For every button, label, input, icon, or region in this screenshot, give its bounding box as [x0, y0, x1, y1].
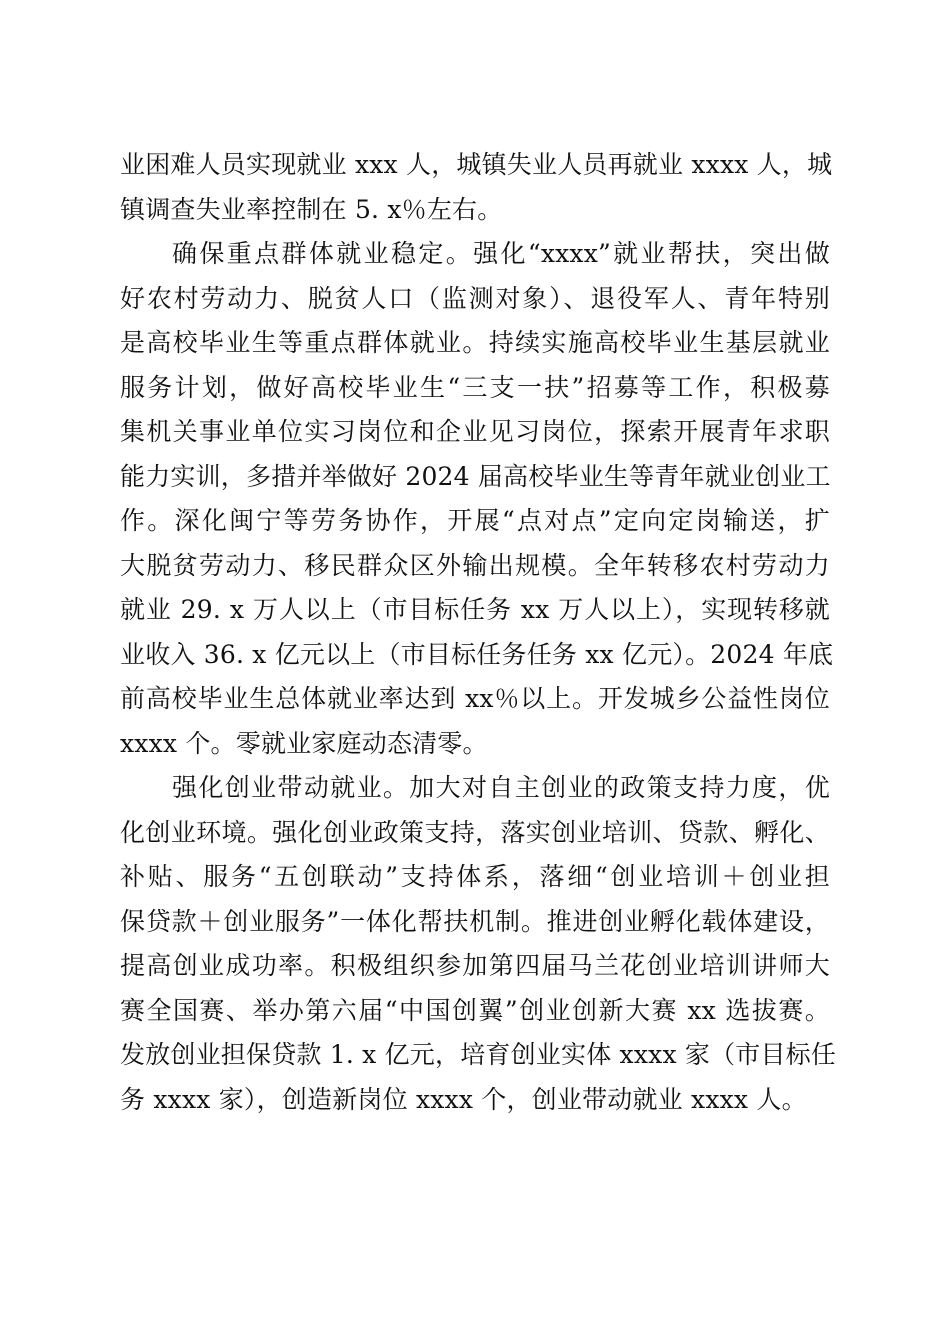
text-line: 服务计划，做好高校毕业生“三支一扶”招募等工作，积极募	[120, 372, 830, 402]
paragraph-employment-difficulty	[120, 143, 833, 232]
text-line: 赛全国赛、举办第六届“中国创翼”创业创新大赛 xx 选拔赛。	[120, 995, 830, 1025]
text-line: 前高校毕业生总体就业率达到 xx％以上。开发城乡公益性岗位	[120, 684, 830, 713]
text-line: 大脱贫劳动力、移民群众区外输出规模。全年转移农村劳动力	[120, 550, 830, 580]
text-line: 确保重点群体就业稳定。强化“xxxx”就业帮扶，突出做	[172, 239, 830, 268]
text-line: 保贷款＋创业服务”一体化帮扶机制。推进创业孵化载体建设，	[120, 906, 830, 936]
text-line: 业困难人员实现就业 xxx 人，城镇失业人员再就业 xxxx 人，城	[120, 150, 833, 179]
text-line: 是高校毕业生等重点群体就业。持续实施高校毕业生基层就业	[120, 328, 830, 357]
text-line: 业收入 36. x 亿元以上（市目标任务任务 xx 亿元）。2024 年底	[120, 639, 834, 669]
paragraph-entrepreneurship-employment	[120, 766, 837, 1122]
text-line: 镇调查失业率控制在 5. x％左右。	[120, 194, 503, 224]
text-line: 化创业环境。强化创业政策支持，落实创业培训、贷款、孵化、	[120, 817, 830, 847]
text-line: 就业 29. x 万人以上（市目标任务 xx 万人以上），实现转移就	[120, 595, 830, 624]
text-line: 好农村劳动力、脱贫人口（监测对象）、退役军人、青年特别	[120, 283, 830, 313]
text-line: 发放创业担保贷款 1. x 亿元，培育创业实体 xxxx 家（市目标任	[120, 1040, 837, 1069]
paragraph-key-groups-employment	[120, 232, 834, 766]
text-line: 补贴、服务“五创联动”支持体系，落细“创业培训＋创业担	[120, 862, 830, 891]
text-line: 作。深化闽宁等劳务协作，开展“点对点”定向定岗输送，扩	[120, 506, 830, 535]
text-line: 能力实训，多措并举做好 2024 届高校毕业生等青年就业创业工	[120, 461, 831, 491]
text-line: 务 xxxx 家），创造新岗位 xxxx 个，创业带动就业 xxxx 人。	[120, 1084, 807, 1114]
text-line: xxxx 个。零就业家庭动态清零。	[120, 728, 488, 758]
document-body	[120, 143, 837, 1122]
text-line: 强化创业带动就业。加大对自主创业的政策支持力度，优	[172, 773, 830, 802]
text-line: 提高创业成功率。积极组织参加第四届马兰花创业培训讲师大	[120, 951, 830, 980]
text-line: 集机关事业单位实习岗位和企业见习岗位，探索开展青年求职	[120, 417, 830, 446]
